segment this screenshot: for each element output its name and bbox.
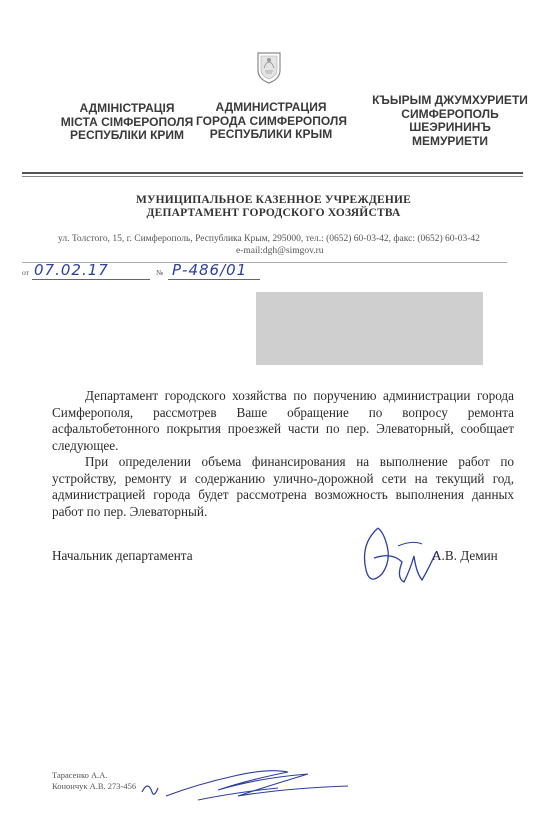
header-center xyxy=(196,101,346,142)
redacted-addressee xyxy=(256,292,483,365)
header-center-line: АДМИНИСТРАЦИЯ xyxy=(215,100,327,114)
number-underline xyxy=(168,279,260,280)
handwritten-signature xyxy=(352,522,442,592)
header-left-line: МІСТА СІМФЕРОПОЛЯ xyxy=(60,114,194,129)
letter-body xyxy=(52,388,514,520)
org-email: e-mail:dgh@simgov.ru xyxy=(236,246,324,256)
header-left-line: АДМІНІСТРАЦІЯ xyxy=(79,101,175,115)
number-label: № xyxy=(156,268,164,277)
org-name-line1: МУНИЦИПАЛЬНОЕ КАЗЕННОЕ УЧРЕЖДЕНИЕ xyxy=(135,194,412,206)
header-right-line: КЪЫРЫМ ДЖУМХУРИЕТИ xyxy=(372,93,528,107)
header-right-line: ШЕЭРИНИНЪ xyxy=(409,120,491,134)
signatory-name: А.В. Демин xyxy=(432,548,498,563)
footer-scribble xyxy=(138,762,358,810)
footer-contact-1: Тарасенко А.А. xyxy=(52,770,108,780)
header-right-line: СИМФЕРОПОЛЬ xyxy=(401,106,499,121)
header-center-line: РЕСПУБЛИКИ КРЫМ xyxy=(209,127,333,141)
org-name-line2: ДЕПАРТАМЕНТ ГОРОДСКОГО ХОЗЯЙСТВА xyxy=(146,207,401,219)
header-left xyxy=(52,102,202,143)
signatory-title: Начальник департамента xyxy=(52,548,193,563)
footer-contact-2: Конончук А.В. 273-456 xyxy=(52,781,137,791)
header-divider-thin xyxy=(22,176,523,177)
header-right xyxy=(370,94,530,148)
date-underline xyxy=(32,279,150,280)
body-paragraph-2: При определении объема финансирования на выполнение работ по устройству, ремонту и содержанию улично-дорожной сети на текущий год, администрацией города будет рассмотрена возможность выполнения данных работ по пер. Элеваторный. xyxy=(52,454,514,519)
header-left-line: РЕСПУБЛІКИ КРИМ xyxy=(69,128,185,142)
header-right-line: МЕМУРИЕТИ xyxy=(411,133,489,148)
body-paragraph-1: Департамент городского хозяйства по поручению администрации города Симферополя, рассмотрев Ваше обращение по вопросу ремонта асфальтобетонного покрытия проезжей части по пер. Элеваторный, сообщает следующее. xyxy=(52,388,514,453)
handwritten-date: 07.02.17 xyxy=(34,261,109,279)
header-center-line: ГОРОДА СИМФЕРОПОЛЯ xyxy=(196,113,347,128)
org-address: ул. Толстого, 15, г. Симферополь, Республика Крым, 295000, тел.: (0652) 60-03-42, факс: (0652) 60-03-42 xyxy=(58,234,480,244)
handwritten-number: Р-486/01 xyxy=(172,261,248,279)
crimea-emblem-icon xyxy=(256,50,282,84)
date-label: от xyxy=(22,268,29,277)
header-divider xyxy=(22,172,523,174)
